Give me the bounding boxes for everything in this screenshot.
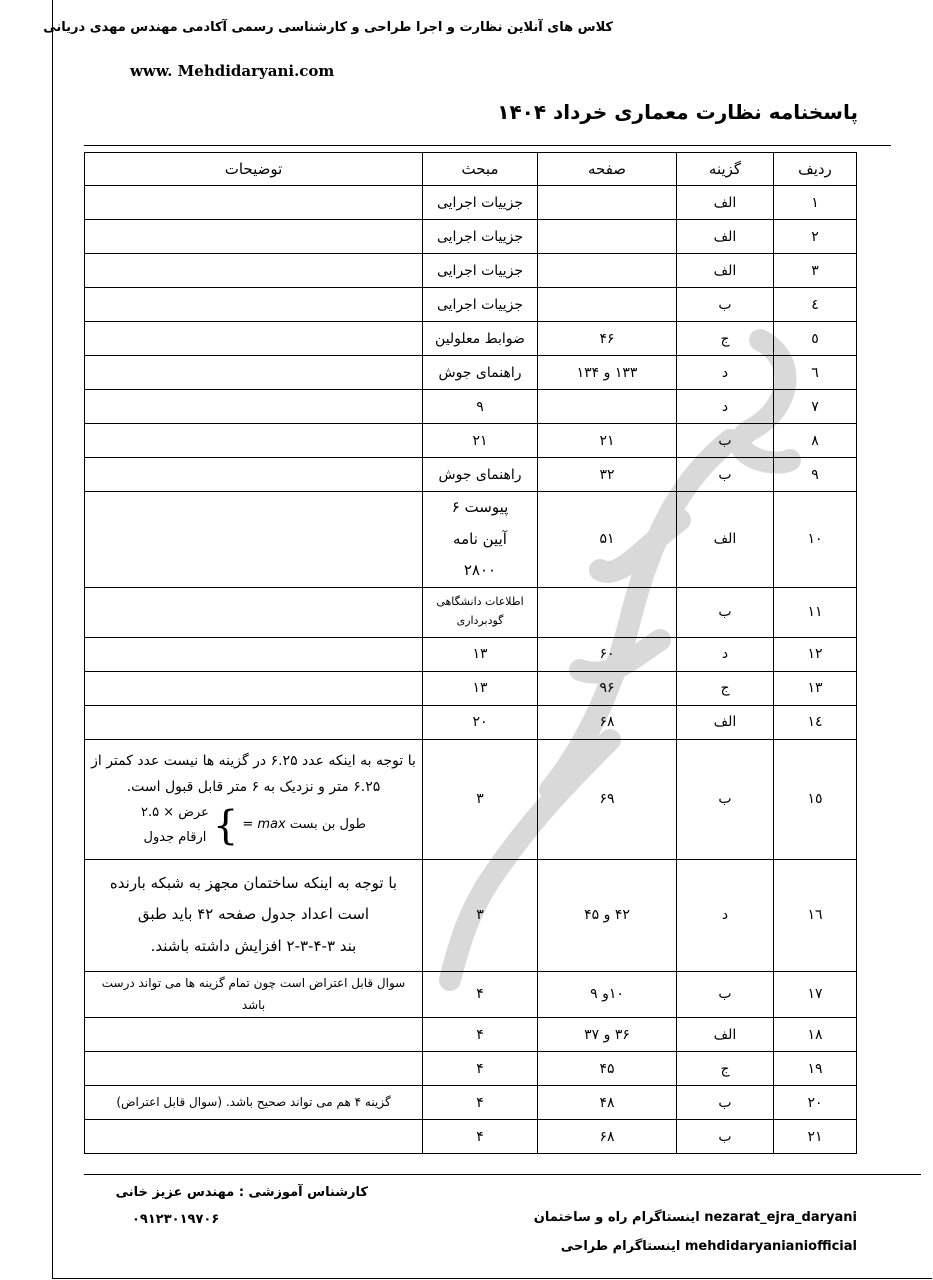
- page-ref: ۲۱: [538, 424, 677, 458]
- answer-table: [84, 152, 857, 1154]
- answer-option: ب: [677, 587, 774, 637]
- page-ref: [538, 587, 677, 637]
- row-number: ١٨: [774, 1018, 857, 1052]
- topic: جزییات اجرایی: [423, 254, 538, 288]
- description: [85, 587, 423, 637]
- description: [85, 458, 423, 492]
- topic: جزییات اجرایی: [423, 288, 538, 322]
- formula-cases: [141, 801, 209, 850]
- instagram2-handle[interactable]: mehdidaryanianiofficial: [684, 1239, 857, 1254]
- description: [85, 671, 423, 705]
- table-row: [85, 458, 857, 492]
- formula-case: ۲.۵ × عرض: [140, 804, 209, 820]
- row-number: ٥: [774, 322, 857, 356]
- education-expert: کارشناس آموزشی : مهندس عزیز خانی: [115, 1185, 368, 1200]
- answer-option: الف: [677, 254, 774, 288]
- instagram1-handle[interactable]: nezarat_ejra_daryani: [704, 1210, 857, 1225]
- phone-number: ۰۹۱۲۳۰۱۹۷۰۶: [132, 1212, 220, 1227]
- instagram2-label: اینستاگرام طراحی: [560, 1239, 681, 1254]
- table-row: [85, 186, 857, 220]
- description: [85, 705, 423, 739]
- answer-option: د: [677, 637, 774, 671]
- description: [85, 492, 423, 588]
- topic-line: پیوست ۶: [451, 498, 509, 516]
- topic: ۳: [423, 859, 538, 971]
- answer-option: الف: [677, 1018, 774, 1052]
- topic: ضوابط معلولین: [423, 322, 538, 356]
- topic: [423, 587, 538, 637]
- answer-option: الف: [677, 492, 774, 588]
- header-topic: مبحث: [423, 153, 538, 186]
- row-number: ۳: [774, 254, 857, 288]
- table-row: [85, 587, 857, 637]
- page-ref: [538, 390, 677, 424]
- table-row: [85, 322, 857, 356]
- row-number: ١٣: [774, 671, 857, 705]
- formula-case: ارقام جدول: [143, 829, 207, 845]
- header-page: صفحه: [538, 153, 677, 186]
- page-ref: ۴۶: [538, 322, 677, 356]
- description-line: بند ۳-۴-۳-۲ افزایش داشته باشند.: [150, 936, 357, 955]
- row-number: ٨: [774, 424, 857, 458]
- page-ref: [538, 288, 677, 322]
- page-ref: ۶۰: [538, 637, 677, 671]
- topic: ۹: [423, 390, 538, 424]
- table-row: [85, 1120, 857, 1154]
- answer-option: الف: [677, 220, 774, 254]
- row-number: ٢١: [774, 1120, 857, 1154]
- table-row: [85, 1086, 857, 1120]
- page-ref: ۱۳۳ و ۱۳۴: [538, 356, 677, 390]
- row-number: ٧: [774, 390, 857, 424]
- description: [85, 186, 423, 220]
- topic-line: اطلاعات دانشگاهی: [436, 595, 524, 609]
- description-line: با توجه به اینکه ساختمان مجهز به شبکه بارنده: [109, 873, 398, 892]
- description: [85, 424, 423, 458]
- row-number: ۱: [774, 186, 857, 220]
- description: [85, 220, 423, 254]
- answer-option: الف: [677, 705, 774, 739]
- topic-line: گودبرداری: [456, 614, 504, 627]
- row-number: ١٧: [774, 971, 857, 1018]
- topic: ۲۱: [423, 424, 538, 458]
- answer-option: ب: [677, 424, 774, 458]
- row-number: ١٢: [774, 637, 857, 671]
- table-row: [85, 492, 857, 588]
- answer-option: ب: [677, 1120, 774, 1154]
- topic: ۴: [423, 971, 538, 1018]
- top-rule: [84, 145, 891, 146]
- table-row: [85, 390, 857, 424]
- answer-option: ب: [677, 1086, 774, 1120]
- row-number: ١١: [774, 587, 857, 637]
- header-option: گزینه: [677, 153, 774, 186]
- table-row: [85, 1052, 857, 1086]
- topic: ۲۰: [423, 705, 538, 739]
- topic-line: آیین نامه: [453, 529, 507, 548]
- page-ref: ۶۹: [538, 739, 677, 859]
- description: [85, 322, 423, 356]
- page-ref: ۱۰و ۹: [538, 971, 677, 1018]
- page-ref: ۳۶ و ۳۷: [538, 1018, 677, 1052]
- dead-end-length-formula: [89, 801, 418, 850]
- page-ref: ۴۵: [538, 1052, 677, 1086]
- topic: راهنمای جوش: [423, 356, 538, 390]
- description: [85, 356, 423, 390]
- topic: ۱۳: [423, 637, 538, 671]
- header-description: توضیحات: [85, 153, 423, 186]
- table-row: [85, 671, 857, 705]
- description: [85, 1052, 423, 1086]
- table-row: [85, 971, 857, 1018]
- description-line: ۶.۲۵ متر و نزدیک به ۶ متر قابل قبول است.: [126, 779, 381, 796]
- row-number: ٤: [774, 288, 857, 322]
- answer-option: ب: [677, 739, 774, 859]
- table-row: [85, 739, 857, 859]
- answer-option: د: [677, 859, 774, 971]
- topic: راهنمای جوش: [423, 458, 538, 492]
- description: سوال قابل اعتراض است چون تمام گزینه ها می تواند درست باشد: [85, 971, 423, 1018]
- answer-option: ج: [677, 1052, 774, 1086]
- table-row: [85, 220, 857, 254]
- topic: جزییات اجرایی: [423, 220, 538, 254]
- instagram-design: [561, 1239, 857, 1254]
- instagram-road-building: [534, 1210, 857, 1225]
- topic: [423, 492, 538, 588]
- row-number: ۲: [774, 220, 857, 254]
- header-row-num: ردیف: [774, 153, 857, 186]
- page-ref: [538, 254, 677, 288]
- answer-option: د: [677, 356, 774, 390]
- topic: ۴: [423, 1018, 538, 1052]
- table-row: [85, 356, 857, 390]
- description: گزینه ۴ هم می تواند صحیح باشد. (سوال قابل اعتراض): [85, 1086, 423, 1120]
- bottom-rule: [84, 1174, 921, 1175]
- answer-option: ج: [677, 322, 774, 356]
- page-ref: ۴۲ و ۴۵: [538, 859, 677, 971]
- answer-option: ج: [677, 671, 774, 705]
- row-number: ١٥: [774, 739, 857, 859]
- formula-eq: = max: [242, 817, 286, 833]
- description: [85, 288, 423, 322]
- formula-lhs: طول بن بست: [289, 817, 366, 833]
- description-line: است اعداد جدول صفحه ۴۲ باید طبق: [137, 905, 370, 924]
- table-row: [85, 705, 857, 739]
- topic: جزییات اجرایی: [423, 186, 538, 220]
- description: [85, 1120, 423, 1154]
- instagram1-label: اینستاگرام راه و ساختمان: [533, 1210, 700, 1225]
- description: [85, 859, 423, 971]
- answer-option: ب: [677, 971, 774, 1018]
- website-url[interactable]: www. Mehdidaryani.com: [130, 62, 335, 80]
- description: [85, 1018, 423, 1052]
- table-row: [85, 637, 857, 671]
- answer-option: الف: [677, 186, 774, 220]
- row-number: ١٤: [774, 705, 857, 739]
- class-title: کلاس های آنلاین نظارت و اجرا طراحی و کارشناسی رسمی آکادمی مهندس مهدی دریانی: [43, 20, 613, 35]
- page-ref: [538, 220, 677, 254]
- row-number: ١٠: [774, 492, 857, 588]
- table-row: [85, 859, 857, 971]
- topic: ۱۳: [423, 671, 538, 705]
- page-ref: ۶۸: [538, 1120, 677, 1154]
- answer-option: ب: [677, 288, 774, 322]
- page-ref: ۵۱: [538, 492, 677, 588]
- page-ref: ۹۶: [538, 671, 677, 705]
- row-number: ٢٠: [774, 1086, 857, 1120]
- table-header-row: [85, 153, 857, 186]
- topic: ۴: [423, 1052, 538, 1086]
- page-ref: ۴۸: [538, 1086, 677, 1120]
- description: [85, 739, 423, 859]
- page-ref: [538, 186, 677, 220]
- description-line: با توجه به اینکه عدد ۶.۲۵ در گزینه ها نیست عدد کمتر از: [91, 752, 416, 769]
- row-number: ١٩: [774, 1052, 857, 1086]
- description: [85, 637, 423, 671]
- topic: ۴: [423, 1120, 538, 1154]
- topic: ۴: [423, 1086, 538, 1120]
- description: [85, 390, 423, 424]
- answer-option: ب: [677, 458, 774, 492]
- topic: ۳: [423, 739, 538, 859]
- page-ref: ۳۲: [538, 458, 677, 492]
- description: [85, 254, 423, 288]
- table-row: [85, 424, 857, 458]
- row-number: ٩: [774, 458, 857, 492]
- table-row: [85, 288, 857, 322]
- topic-line: ۲۸۰۰: [463, 561, 497, 579]
- row-number: ٦: [774, 356, 857, 390]
- row-number: ١٦: [774, 859, 857, 971]
- answer-option: د: [677, 390, 774, 424]
- table-row: [85, 254, 857, 288]
- page-ref: ۶۸: [538, 705, 677, 739]
- document-title: پاسخنامه نظارت معماری خرداد ۱۴۰۴: [497, 100, 858, 124]
- brace-symbol: {: [212, 802, 239, 849]
- table-row: [85, 1018, 857, 1052]
